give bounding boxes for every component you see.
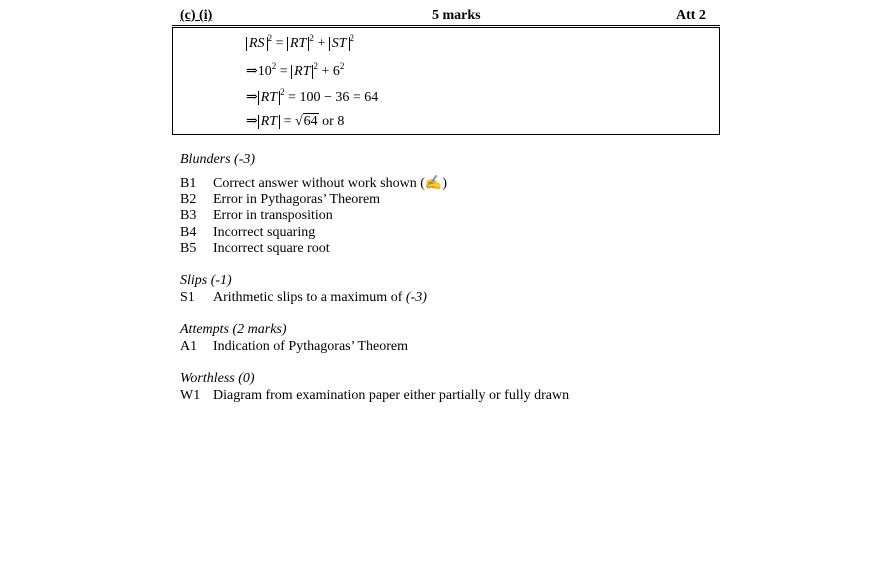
list-item: B2 Error in Pythagoras’ Theorem bbox=[180, 192, 381, 207]
list-item: W1 Diagram from examination paper either partially or fully drawn bbox=[180, 388, 570, 403]
list-item: B5 Incorrect square root bbox=[180, 241, 330, 256]
marks-label: 5 marks bbox=[432, 8, 481, 23]
blunders-title: Blunders (-3) bbox=[180, 152, 256, 167]
list-item: A1 Indication of Pythagoras’ Theorem bbox=[180, 339, 409, 354]
equation-line-1: RS $^2$ = RT $^2$ + ST $^2$ bbox=[246, 33, 354, 52]
list-item: S1 Arithmetic slips to a maximum of (-3) bbox=[180, 290, 427, 305]
abs-rt: RT bbox=[287, 37, 309, 51]
equation-line-4: ⇒ RT = √64 or 8 bbox=[246, 114, 345, 129]
attempts-title: Attempts (2 marks) bbox=[180, 322, 287, 337]
attempt-label: Att 2 bbox=[676, 8, 706, 23]
abs-st: ST bbox=[329, 37, 350, 51]
equation-line-3: ⇒ RT $^2$ = 100 − 36 = 64 bbox=[246, 87, 379, 105]
list-item: B3 Error in transposition bbox=[180, 208, 333, 223]
sqrt-64: 64 bbox=[303, 114, 318, 129]
equation-line-2: $\Rightarrow 10^2$ = RT $^2 + 6^2$ bbox=[246, 61, 345, 79]
header-rule bbox=[172, 25, 720, 26]
part-label: (c) (i) bbox=[180, 8, 213, 23]
list-item: B1 Correct answer without work shown (✍) bbox=[180, 176, 447, 191]
abs-rs: RS bbox=[246, 37, 268, 51]
slips-title: Slips (-1) bbox=[180, 273, 232, 288]
list-item: B4 Incorrect squaring bbox=[180, 225, 316, 240]
worthless-title: Worthless (0) bbox=[180, 371, 255, 386]
